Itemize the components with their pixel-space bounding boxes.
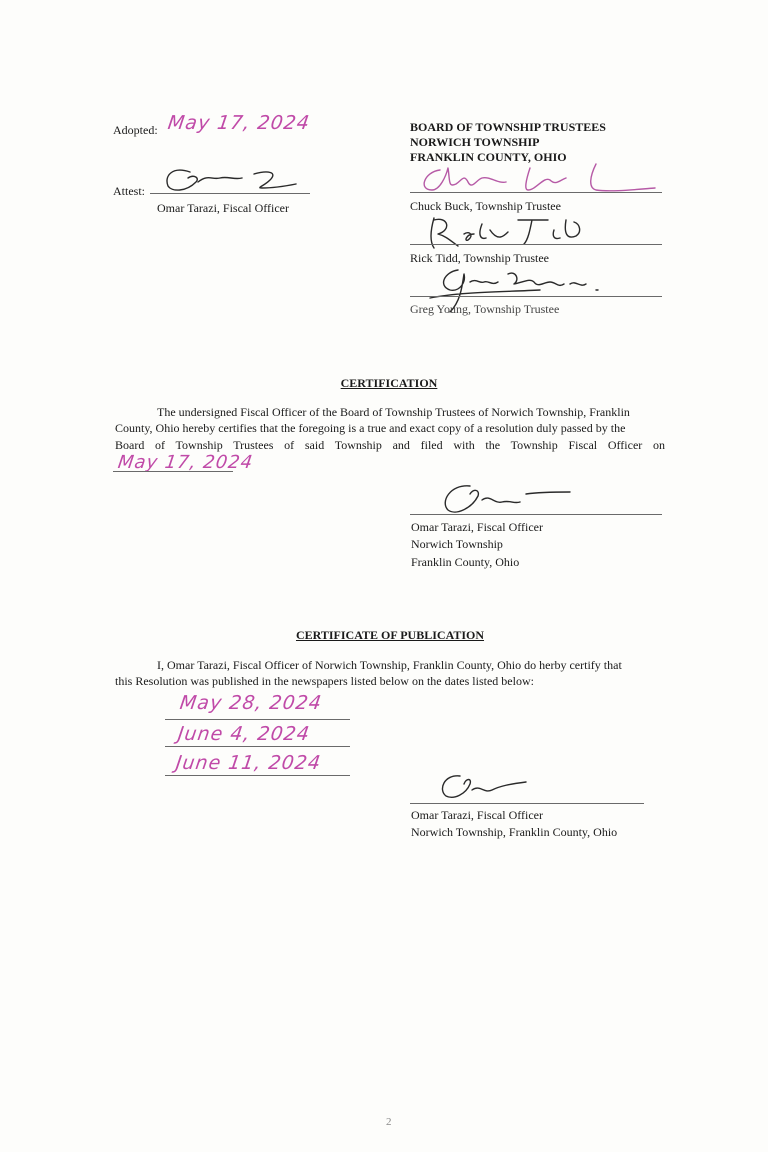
certification-line-1: The undersigned Fiscal Officer of the Board of Township Trustees of Norwich Township, Franklin [157, 405, 630, 419]
trustee-1-name: Chuck Buck, Township Trustee [410, 199, 561, 213]
certification-signer-county: Franklin County, Ohio [411, 555, 520, 569]
certification-signer-name: Omar Tarazi, Fiscal Officer [411, 520, 543, 534]
publication-signer-location: Norwich Township, Franklin County, Ohio [411, 825, 618, 839]
publication-signature-line [410, 803, 644, 804]
publication-line-1: I, Omar Tarazi, Fiscal Officer of Norwich Township, Franklin County, Ohio do herby certify that [157, 658, 622, 672]
publication-heading: CERTIFICATE OF PUBLICATION [295, 628, 485, 642]
publication-line-2: this Resolution was published in the newspapers listed below on the dates listed below: [115, 674, 534, 688]
trustee-1-signature [410, 160, 660, 200]
board-township: NORWICH TOWNSHIP [410, 135, 540, 149]
trustee-1-signature-line [410, 192, 662, 193]
publication-date-3: June 11, 2024 [174, 752, 323, 774]
trustee-2-signature [420, 212, 600, 252]
trustee-3-name: Greg Young, Township Trustee [410, 302, 560, 316]
certification-heading: CERTIFICATION [340, 376, 438, 390]
certification-filed-date: May 17, 2024 [116, 452, 255, 473]
attest-signature [150, 160, 310, 196]
certification-line-2: County, Ohio hereby certifies that the foregoing is a true and exact copy of a resolution duly passed by the [115, 421, 626, 435]
certification-signature-line [410, 514, 662, 515]
trustee-3-signature-line [410, 296, 662, 297]
publication-date-2: June 4, 2024 [176, 723, 312, 745]
certification-date-line [113, 471, 233, 472]
certification-signature [430, 478, 580, 518]
board-title: BOARD OF TOWNSHIP TRUSTEES [410, 120, 606, 134]
adopted-date: May 17, 2024 [166, 112, 312, 134]
publication-date-line-2 [165, 746, 350, 747]
certification-signer-township: Norwich Township [411, 537, 503, 551]
trustee-2-name: Rick Tidd, Township Trustee [410, 251, 549, 265]
publication-signature [430, 770, 540, 804]
attest-label: Attest: [113, 184, 145, 198]
publication-date-line-1 [165, 719, 350, 720]
page-number: 2 [386, 1116, 392, 1128]
publication-date-1: May 28, 2024 [178, 692, 324, 714]
publication-date-line-3 [165, 775, 350, 776]
adopted-label: Adopted: [113, 123, 158, 137]
board-county: FRANKLIN COUNTY, OHIO [410, 150, 567, 164]
certification-line-3: Board of Township Trustees of said Township and filed with the Township Fiscal Officer on [115, 438, 665, 452]
attest-signer: Omar Tarazi, Fiscal Officer [157, 201, 289, 215]
publication-signer-name: Omar Tarazi, Fiscal Officer [411, 808, 543, 822]
trustee-2-signature-line [410, 244, 662, 245]
attest-signature-line [150, 193, 310, 194]
